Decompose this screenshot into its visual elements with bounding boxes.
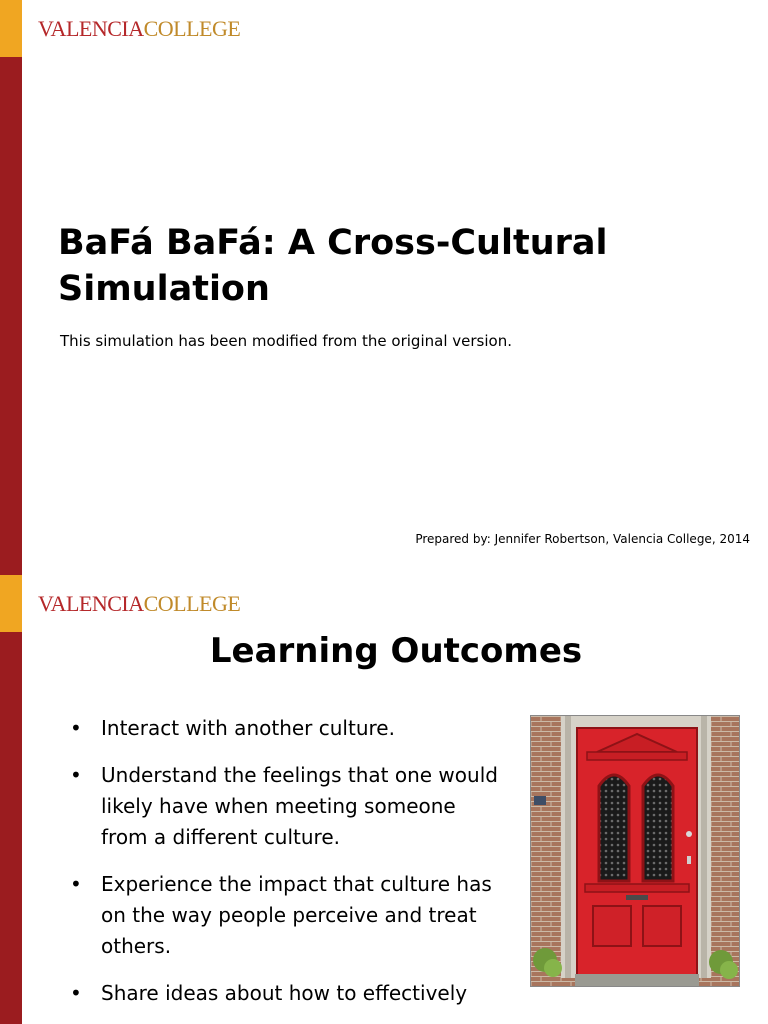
valencia-college-logo [38, 593, 240, 615]
letter-slot [626, 895, 648, 900]
slide-subtitle: This simulation has been modified from the original version. [60, 332, 512, 350]
list-item-text: Interact with another culture. [101, 716, 395, 740]
list-item-text: Experience the impact that culture has on the way people perceive and treat others. [101, 872, 492, 958]
list-item [68, 978, 498, 1009]
slide-heading: Learning Outcomes [209, 631, 583, 671]
door-window-right [643, 775, 673, 881]
door-window-left [599, 775, 629, 881]
logo-text-valencia: VALENCIA [38, 591, 144, 616]
logo-text-college: COLLEGE [143, 16, 241, 41]
door-panel-left [593, 906, 631, 946]
logo-text-valencia: VALENCIA [38, 16, 144, 41]
side-bar-gold [0, 575, 22, 632]
house-number-plate [534, 796, 546, 805]
list-item-text: Understand the feelings that one would likely have when meeting someone from a different culture. [101, 763, 498, 849]
door-panel-right [643, 906, 681, 946]
outcomes-list [68, 713, 498, 1024]
red-door-photo [530, 715, 740, 987]
valencia-college-logo [38, 18, 240, 40]
title-line-2: Simulation [58, 269, 270, 309]
slide-title [58, 220, 738, 312]
door-step [575, 974, 699, 986]
bullet-icon: • [70, 716, 82, 740]
bullet-icon: • [70, 872, 82, 896]
bullet-icon: • [70, 981, 82, 1005]
logo-text-college: COLLEGE [143, 591, 241, 616]
list-item [68, 869, 498, 962]
list-item [68, 713, 498, 744]
list-item [68, 760, 498, 853]
list-item-text: Share ideas about how to effectively [101, 981, 468, 1005]
door-illustration [531, 716, 739, 986]
door-knob [686, 831, 692, 837]
side-bar-red [0, 0, 22, 575]
side-bar-gold [0, 0, 22, 57]
prepared-by-credit: Prepared by: Jennifer Robertson, Valencia College, 2014 [415, 532, 750, 546]
learning-outcomes-slide [0, 575, 768, 1024]
title-line-1: BaFá BaFá: A Cross-Cultural [58, 223, 608, 263]
bullet-icon: • [70, 763, 82, 787]
